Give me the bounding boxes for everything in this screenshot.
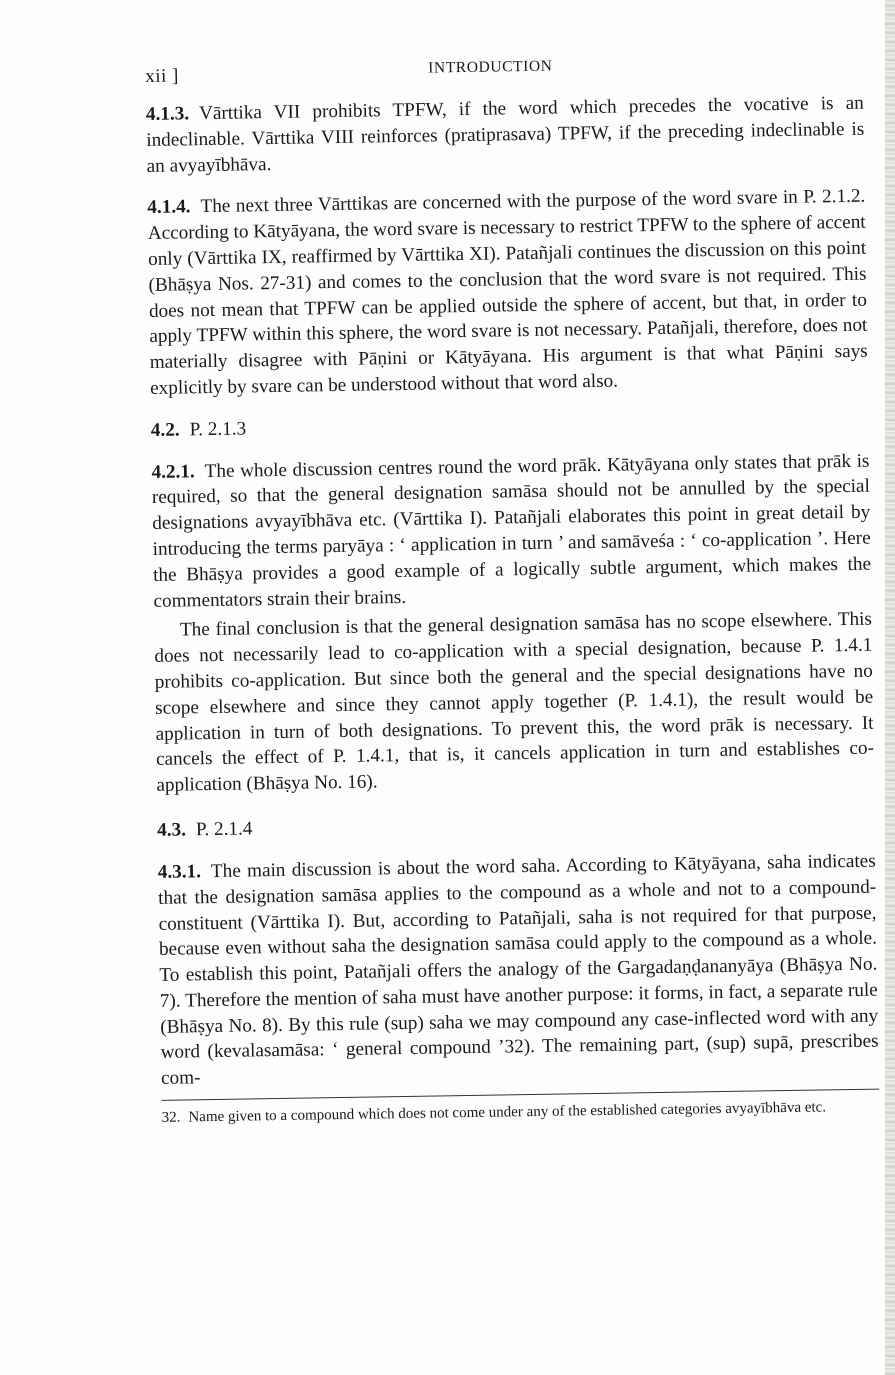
section-4-1-3 bbox=[146, 91, 865, 180]
scan-edge-shadow bbox=[885, 0, 895, 1375]
document-page bbox=[145, 47, 880, 1144]
page-number: xii ] bbox=[145, 65, 180, 87]
section-text: The whole discussion centres round the word prāk. Kātyāyana only states that prāk is required, so that the general designation samāsa should not be annulled by the special designations avyayībhāva etc. (Vārttika I). Patañjali elaborates this point in great detail by introducing the terms paryāya : ‘ application in turn ’ and samāveśa : ‘ co-application ’. Here the Bhāṣya provides a good example of a logically subtle argument, which makes the commentators strain their brains. bbox=[151, 450, 872, 612]
section-number: 4.1.3. bbox=[145, 103, 190, 125]
page-header bbox=[145, 47, 863, 88]
footnote-32 bbox=[161, 1096, 879, 1129]
section-number: 4.3.1. bbox=[157, 861, 202, 883]
heading-text: P. 2.1.4 bbox=[195, 818, 253, 841]
heading-4-3 bbox=[157, 807, 875, 844]
section-4-1-4 bbox=[147, 184, 868, 402]
section-number: 4.2. bbox=[150, 419, 180, 441]
footnote-text: Name given to a compound which does not come under any of the established categories avyayībhāva etc. bbox=[188, 1099, 827, 1126]
heading-text: P. 2.1.3 bbox=[189, 418, 247, 441]
section-4-2-1-paragraph-2: The final conclusion is that the general designation samāsa has no scope elsewhere. This does not necessarily lead to co-application with a special designation, because P. 1.4.1 prohibits co-application. But since both the general and the special designations have no scope elsewhere and since they cannot apply together (P. 1.4.1), the result would be application in turn of both designations. To prevent this, the word prāk is necessary. It cancels the effect of P. 1.4.1, that is, it cancels application in turn and establishes co-application (Bhāṣya No. 16). bbox=[154, 608, 875, 797]
section-number: 4.2.1. bbox=[151, 460, 195, 483]
section-text: The next three Vārttikas are concerned with the purpose of the word svare in P. 2.1.2. According to Kātyāyana, the word svare is necessary to restrict TPFW to the sphere of accent only (Vārttika IX, reaffirmed by Vārttika XI). Patañjali continues the discussion on this point (Bhāṣya Nos. 27-31) and comes to the conclusion that the word svare is not required. This does not mean that TPFW can be applied outside the sphere of accent, but that, in order to apply TPFW within this sphere, the word svare is not necessary. Patañjali, therefore, does not materially disagree with Pāṇini or Kātyāyana. His argument is that what Pāṇini says explicitly by svare can be understood without that word also. bbox=[147, 186, 868, 399]
section-number: 4.1.4. bbox=[147, 196, 191, 219]
heading-4-2 bbox=[151, 406, 869, 443]
section-4-3-1 bbox=[158, 849, 880, 1092]
section-text: The main discussion is about the word saha. According to Kātyāyana, saha indicates that the designation samāsa applies to the compound as a whole and not to a compound-constituent (Vārttika I). But, according to Patañjali, saha is not required for that purpose, because even without saha the designation samāsa could apply to the compound as a whole. To establish this point, Patañjali offers the analogy of the Gargadaṇḍananyāya (Bhāṣya No. 7). Therefore the mention of saha must have another purpose: it forms, in fact, a separate rule (Bhāṣya No. 8). By this rule (sup) saha we may compound any case-inflected word with any word (kevalasamāsa: ‘ general compound ’32). The remaining part, (sup) supā, prescribes com- bbox=[158, 850, 879, 1090]
running-title: INTRODUCTION bbox=[428, 57, 553, 77]
footnote-number: 32. bbox=[161, 1109, 181, 1126]
section-4-2-1 bbox=[151, 448, 871, 614]
section-text: Vārttika VII prohibits TPFW, if the word which precedes the vocative is an indeclinable. Vārttika VIII reinforces (pratiprasava) TPFW, if the preceding indeclinable is an avyayībhāva. bbox=[146, 92, 865, 177]
section-number: 4.3. bbox=[156, 819, 187, 842]
